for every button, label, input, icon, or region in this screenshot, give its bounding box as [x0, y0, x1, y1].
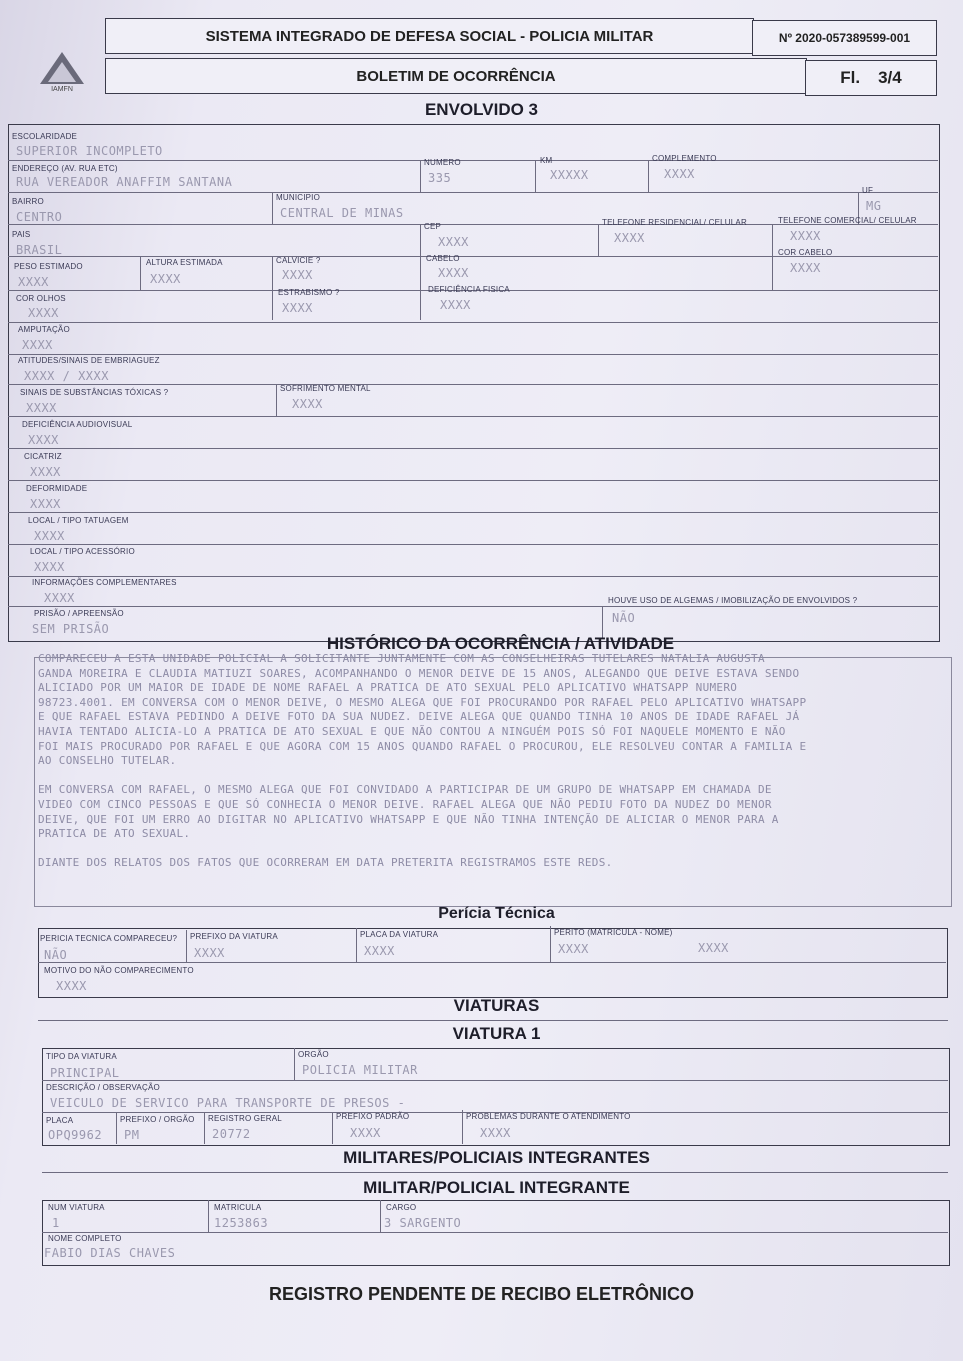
- value-num-viatura: 1: [52, 1216, 60, 1230]
- label-numero: NUMERO: [424, 158, 461, 167]
- value-perito-nome: XXXX: [698, 941, 729, 955]
- label-cep: CEP: [424, 222, 442, 231]
- value-placa: OPQ9962: [48, 1128, 103, 1142]
- value-perito-matricula: XXXX: [558, 942, 589, 956]
- sheet-box: [805, 60, 937, 96]
- label-matricula: MATRICULA: [214, 1203, 262, 1212]
- label-altura: ALTURA ESTIMADA: [146, 258, 223, 267]
- historico-line: HAVIA TENTADO ALICIA-LO A PRATICA DE ATO SEXUAL E QUE NÃO CONTOU A NINGUÉM POIS SÓ FOI NAQUELE MOMENTO E NÃO: [38, 725, 786, 738]
- value-complemento: XXXX: [664, 167, 695, 181]
- label-orgao: ORGÃO: [298, 1050, 329, 1059]
- label-prefixo-padrao: PREFIXO PADRÃO: [336, 1112, 410, 1121]
- value-altura: XXXX: [150, 272, 181, 286]
- value-acessorio: XXXX: [34, 560, 65, 574]
- historico-line: EM CONVERSA COM RAFAEL, O MESMO ALEGA QUE FOI CONVIDADO A PARTICIPAR DE UM GRUPO DE WHATSAPP EM CHAMADA DE: [38, 783, 772, 797]
- section-viatura-1: VIATURA 1: [452, 1024, 541, 1043]
- footer-title: REGISTRO PENDENTE DE RECIBO ELETRÔNICO: [268, 1284, 695, 1304]
- value-descricao: VEICULO DE SERVICO PARA TRANSPORTE DE PRESOS -: [50, 1096, 406, 1110]
- section-militares: MILITARES/POLICIAIS INTEGRANTES: [343, 1148, 650, 1167]
- label-municipio: MUNICIPIO: [276, 193, 321, 202]
- value-prisao: SEM PRISÃO: [32, 622, 110, 636]
- label-registro-geral: REGISTRO GERAL: [208, 1114, 282, 1123]
- label-cor-olhos: COR OLHOS: [16, 294, 66, 303]
- value-bairro: CENTRO: [16, 210, 63, 224]
- value-embriaguez: XXXX / XXXX: [24, 369, 109, 383]
- value-cicatriz: XXXX: [30, 465, 61, 479]
- value-orgao: POLICIA MILITAR: [302, 1063, 418, 1077]
- value-toxicas: XXXX: [26, 401, 57, 415]
- value-escolaridade: SUPERIOR INCOMPLETO: [16, 144, 163, 158]
- value-motivo: XXXX: [56, 979, 87, 993]
- label-km: KM: [540, 156, 553, 165]
- svg-text:IAMFN: IAMFN: [51, 86, 73, 92]
- label-audiovisual: DEFICIÊNCIA AUDIOVISUAL: [22, 420, 133, 429]
- label-tel-com: TELEFONE COMERCIAL/ CELULAR: [778, 216, 917, 225]
- label-nome-completo: NOME COMPLETO: [48, 1234, 122, 1243]
- label-cor-cabelo: COR CABELO: [778, 248, 833, 257]
- label-placa: PLACA: [46, 1116, 74, 1125]
- label-problemas: PROBLEMAS DURANTE O ATENDIMENTO: [466, 1112, 631, 1121]
- label-def-fisica: DEFICIÊNCIA FISICA: [428, 285, 510, 294]
- label-bairro: BAIRRO: [12, 197, 44, 206]
- section-pericia: Perícia Técnica: [438, 905, 555, 922]
- label-toxicas: SINAIS DE SUBSTÂNCIAS TÓXICAS ?: [20, 388, 169, 397]
- label-descricao: DESCRIÇÃO / OBSERVAÇÃO: [46, 1083, 160, 1092]
- value-amputacao: XXXX: [22, 338, 53, 352]
- value-prefixo-orgao: PM: [124, 1128, 140, 1142]
- label-endereco: ENDEREÇO (AV. RUA ETC): [12, 164, 118, 173]
- historico-line: DIANTE DOS RELATOS DOS FATOS QUE OCORRERAM EM DATA PRETERITA REGISTRAMOS ESTE REDS.: [38, 856, 613, 870]
- label-perito: PERITO (MATRICULA - NOME): [554, 928, 673, 937]
- label-acessorio: LOCAL / TIPO ACESSÓRIO: [30, 547, 135, 556]
- value-numero: 335: [428, 171, 452, 185]
- value-cor-cabelo: XXXX: [790, 261, 821, 275]
- value-pericia-placa: XXXX: [364, 944, 395, 958]
- historico-line: PRATICA DE ATO SEXUAL.: [38, 827, 191, 841]
- doc-title-box: [105, 58, 807, 94]
- label-deformidade: DEFORMIDADE: [26, 484, 88, 493]
- value-sofrimento: XXXX: [292, 397, 323, 411]
- value-peso: XXXX: [18, 275, 49, 289]
- label-tatuagem: LOCAL / TIPO TATUAGEM: [28, 516, 129, 525]
- historico-line: E QUE RAFAEL ESTAVA PEDINDO A DEIVE FOTO DA SUA NUDEZ. DEIVE ALEGA QUE QUANDO TINHA 10 ANOS DE IDADE RAFAEL JÁ: [38, 710, 800, 724]
- label-pais: PAIS: [12, 230, 31, 239]
- section-militar-integrante: MILITAR/POLICIAL INTEGRANTE: [363, 1178, 630, 1197]
- section-envolvido: ENVOLVIDO 3: [424, 100, 539, 119]
- label-escolaridade: ESCOLARIDADE: [12, 132, 78, 141]
- militar-box: [42, 1200, 950, 1266]
- label-info-comp: INFORMAÇÕES COMPLEMENTARES: [32, 578, 177, 587]
- value-tel-res: XXXX: [614, 231, 645, 245]
- label-complemento: COMPLEMENTO: [652, 154, 717, 163]
- value-info-comp: XXXX: [44, 591, 75, 605]
- value-registro-geral: 20772: [212, 1127, 251, 1141]
- label-num-viatura: NUM VIATURA: [48, 1203, 105, 1212]
- value-cargo: 3 SARGENTO: [384, 1216, 462, 1230]
- report-number-box: [752, 20, 937, 56]
- label-tipo-viatura: TIPO DA VIATURA: [46, 1052, 117, 1061]
- sheet-number: 3/4: [878, 68, 902, 87]
- label-algemas: HOUVE USO DE ALGEMAS / IMOBILIZAÇÃO DE ENVOLVIDOS ?: [608, 596, 858, 605]
- label-cargo: CARGO: [386, 1203, 417, 1212]
- value-prefixo-padrao: XXXX: [350, 1126, 381, 1140]
- sheet-label: Fl.: [840, 68, 861, 87]
- label-cicatriz: CICATRIZ: [24, 452, 62, 461]
- label-pericia-placa: PLACA DA VIATURA: [360, 930, 439, 939]
- label-embriaguez: ATITUDES/SINAIS DE EMBRIAGUEZ: [18, 356, 160, 365]
- value-cor-olhos: XXXX: [28, 306, 59, 320]
- value-pericia-prefixo: XXXX: [194, 946, 225, 960]
- value-cabelo: XXXX: [438, 266, 469, 280]
- label-prisao: PRISÃO / APREENSÃO: [34, 609, 124, 618]
- section-historico: HISTÓRICO DA OCORRÊNCIA / ATIVIDADE: [326, 634, 675, 653]
- value-matricula: 1253863: [214, 1216, 269, 1230]
- label-pericia-compareceu: PERICIA TECNICA COMPARECEU?: [40, 934, 178, 943]
- historico-line: FOI MAIS PROCURADO POR RAFAEL E QUE AGORA COM 15 ANOS QUANDO RAFAEL O PROCUROU, ELE RESOLVEU CONTAR A FAMILIA E: [38, 739, 807, 753]
- system-title-box: [105, 18, 754, 54]
- value-pais: BRASIL: [16, 243, 63, 257]
- historico-line: DEIVE, QUE FOI UM ERRO AO DIGITAR NO APLICATIVO WHATSAPP E QUE NÃO TINHA INTENÇÃO DE ALICIAR O MENOR PARA A: [38, 812, 779, 826]
- label-peso: PESO ESTIMADO: [14, 262, 83, 271]
- label-estrabismo: ESTRABISMO ?: [278, 288, 340, 297]
- value-uf: MG: [866, 199, 882, 213]
- label-sofrimento: SOFRIMENTO MENTAL: [280, 384, 371, 393]
- value-cep: XXXX: [438, 235, 469, 249]
- section-viaturas: VIATURAS: [453, 996, 540, 1015]
- label-prefixo-orgao: PREFIXO / ORGÃO: [120, 1115, 195, 1124]
- value-problemas: XXXX: [480, 1126, 511, 1140]
- label-uf: UF: [862, 186, 874, 195]
- label-cabelo: CABELO: [426, 254, 460, 263]
- value-municipio: CENTRAL DE MINAS: [280, 206, 404, 220]
- historico-line: COMPARECEU A ESTA UNIDADE POLICIAL A SOLICITANTE JUNTAMENTE COM AS CONSELHEIRAS TUTELARES NATALIA AUGUSTA: [38, 652, 765, 665]
- value-endereco: RUA VEREADOR ANAFFIM SANTANA: [16, 175, 233, 189]
- value-tatuagem: XXXX: [34, 529, 65, 543]
- value-audiovisual: XXXX: [28, 433, 59, 447]
- value-estrabismo: XXXX: [282, 301, 313, 315]
- value-pericia-compareceu: NÃO: [44, 948, 68, 962]
- value-deformidade: XXXX: [30, 497, 61, 511]
- system-title: SISTEMA INTEGRADO DE DEFESA SOCIAL - POLICIA MILITAR: [205, 27, 654, 45]
- value-def-fisica: XXXX: [440, 298, 471, 312]
- value-km: XXXXX: [550, 168, 589, 182]
- report-number: Nº 2020-057389599-001: [778, 31, 911, 45]
- historico-line: AO CONSELHO TUTELAR.: [38, 754, 177, 768]
- label-calvicie: CALVICIE ?: [276, 256, 321, 265]
- historico-line: 98723.4001. EM CONVERSA COM O MENOR DEIVE, O MESMO ALEGA QUE FOI PROCURANDO POR RAFAEL PELO APLICATIVO WHATSAPP: [38, 695, 807, 709]
- historico-line: VIDEO COM CINCO PESSOAS E QUE SÓ CONHECIA O MENOR DEIVE. RAFAEL ALEGA QUE NÃO PEDIU FOTO DA NUDEZ DO MENOR: [38, 798, 772, 811]
- historico-line: GANDA MOREIRA E CLAUDIA MATIUZI SOARES, ACOMPANHANDO O MENOR DEIVE DE 15 ANOS, ALEGANDO QUE DEIVE ESTAVA SENDO: [38, 666, 800, 680]
- doc-title: BOLETIM DE OCORRÊNCIA: [356, 67, 556, 85]
- label-amputacao: AMPUTAÇÃO: [18, 325, 70, 334]
- envolvido-form: [8, 124, 940, 642]
- label-motivo: MOTIVO DO NÃO COMPARECIMENTO: [44, 966, 194, 975]
- value-tel-com: XXXX: [790, 229, 821, 243]
- value-tipo-viatura: PRINCIPAL: [50, 1066, 120, 1080]
- value-calvicie: XXXX: [282, 268, 313, 282]
- value-algemas: NÃO: [612, 611, 636, 625]
- label-pericia-prefixo: PREFIXO DA VIATURA: [190, 932, 278, 941]
- police-logo: [38, 50, 86, 92]
- value-nome-completo: FABIO DIAS CHAVES: [44, 1246, 176, 1260]
- historico-line: ALICIADO POR UM MAIOR DE IDADE DE NOME RAFAEL A PRATICA DE ATO SEXUAL PELO APLICATIVO WHATSAPP NUMERO: [38, 681, 738, 695]
- label-tel-res: TELEFONE RESIDENCIAL/ CELULAR: [602, 218, 747, 227]
